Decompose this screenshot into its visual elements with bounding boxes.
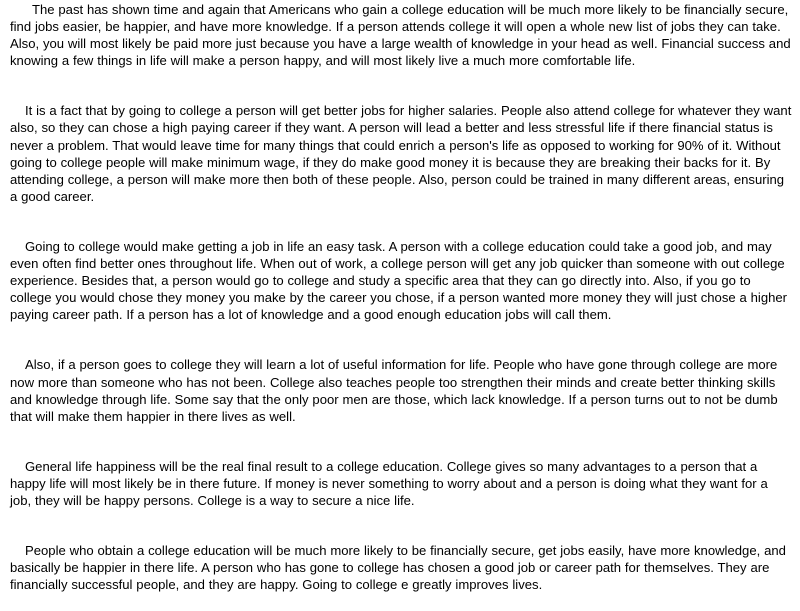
essay-paragraph-2: It is a fact that by going to college a person will get better jobs for higher salaries. People also attend college for whatever they want also, so they can chose a high paying career if they want. A person will lead a better and less stressful life if there financial status is never a problem. That would leave time for many things that could enrich a person's life as opposed to working for 90% of it. Without going to college people will make minimum wage, if they do make good money it is because they are breaking their backs for it. By attending college, a person will make more then both of these people. Also, person could be trained in many different areas, ensuring a good career. [10,103,792,204]
essay-paragraph-1: The past has shown time and again that Americans who gain a college education will be much more likely to be financially secure, find jobs easier, be happier, and have more knowledge. If a person attends college it will open a whole new list of jobs they can take. Also, you will most likely be paid more just because you have a large wealth of knowledge in your head as well. Financial success and knowing a few things in life will make a person happy, and will most likely live a much more comfortable life. [10,2,791,69]
essay-paragraph-3: Going to college would make getting a job in life an easy task. A person with a college education could take a good job, and may even often find better ones throughout life. When out of work, a college person will get any job quicker than someone with out college experience. Besides that, a person would go to college and study a specific area that they can go directly into. Also, if you go to college you would chose they money you make by the career you chose, if a person wanted more money they will just chose a higher paying career path. If a person has a lot of knowledge and a good enough education jobs will call them. [10,238,788,323]
essay-paragraph-4: Also, if a person goes to college they will learn a lot of useful information for life. People who have gone through college are more now more than someone who has not been. College also teaches people too strengthen their minds and create better thinking skills and knowledge through life. Some say that the only poor men are those, which lack knowledge. If a person turns out to not be dumb that will make them happier in there lives as well. [10,357,778,424]
essay-paragraph-6: People who obtain a college education will be much more likely to be financially secure, get jobs easily, have more knowledge, and basically be happier in there life. A person who has gone to college has chosen a good job or career path for themselves. They are financially successful people, and they are happy. Going to college e greatly improves lives. [10,543,786,593]
essay-paragraph-5: General life happiness will be the real final result to a college education. College gives so many advantages to a person that a happy life will most likely be in there future. If money is never something to worry about and a person is doing what they want for a job, they will be happy persons. College is a way to secure a nice life. [10,458,768,508]
essay-document [10,1,792,593]
